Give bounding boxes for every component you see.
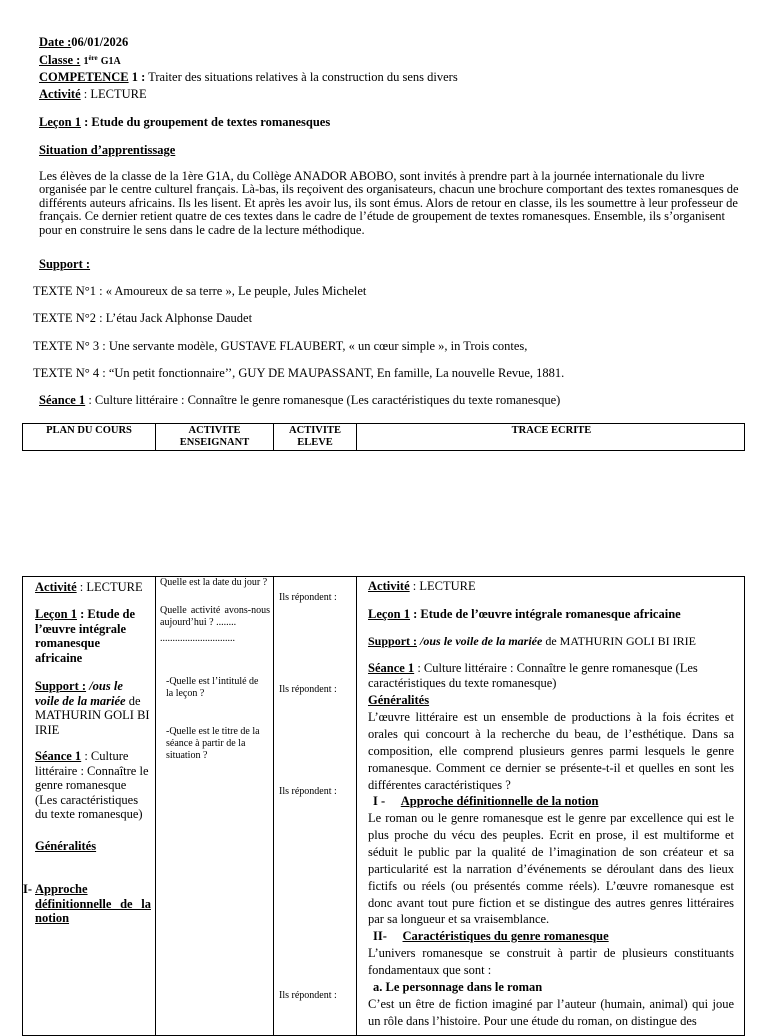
texte-4: TEXTE N° 4 : “Un petit fonctionnaire’’, GUY DE MAUPASSANT, En famille, La nouvelle Revue, 1881. bbox=[33, 366, 565, 380]
trace-activite-label: Activité bbox=[368, 579, 410, 593]
classe-line bbox=[39, 53, 121, 68]
trace-lecon-label: Leçon 1 bbox=[368, 607, 411, 621]
trace-lecon-text: : Etude de l’œuvre intégrale romanesque africaine bbox=[410, 607, 681, 621]
plan-generalites: Généralités bbox=[35, 839, 97, 853]
date-label: Date : bbox=[39, 35, 72, 49]
plan-seance-text: : Culture littéraire : Connaître le genre romanesque (Les caractéristiques du texte romanesque) bbox=[35, 749, 149, 822]
support-label: Support : bbox=[39, 257, 91, 271]
situation-body bbox=[39, 170, 739, 237]
texte-1: TEXTE N°1 : « Amoureux de sa terre », Le peuple, Jules Michelet bbox=[33, 284, 367, 298]
header-plan-du-cours: PLAN DU COURS bbox=[23, 424, 156, 450]
competence-label: COMPETENCE bbox=[39, 70, 129, 84]
trace-s2-body: L’univers romanesque se construit à partir de plusieurs constituants fondamentaux que sont : bbox=[368, 946, 734, 977]
trace-support bbox=[368, 633, 734, 650]
classe-label: Classe : bbox=[39, 53, 81, 67]
student-r4: Ils répondent : bbox=[279, 990, 337, 1001]
teacher-q2: Quelle activité avons-nous aujourd’hui ? ........ bbox=[160, 605, 270, 628]
plan-support-rest: de MATHURIN GOLI BI IRIE bbox=[35, 693, 150, 737]
header-activite-enseignant-line1: ACTIVITE bbox=[188, 425, 241, 436]
plan-lecon-text: : Etude de l’œuvre intégrale romanesque africaine bbox=[35, 607, 136, 665]
trace-support-label: Support : bbox=[368, 634, 418, 648]
plan-seance bbox=[35, 749, 150, 822]
plan-section-num: I- bbox=[23, 882, 33, 896]
seance-line bbox=[39, 393, 560, 408]
header-activite-enseignant-line2: ENSEIGNANT bbox=[179, 437, 250, 448]
trace-s1-body: Le roman ou le genre romanesque est le genre par excellence qui est le plus proche du vécu des peuples. Ecrit en prose, il est multiforme et séduit le public par la qualité de l’imagination de son créateur et sa particularité est la narration d’événements se déroulant dans des lieux fictifs ou réels (ou présentés comme réels). L’œuvre romanesque est donc avant tout pure fiction et se distingue des autres genres littéraires par sa longueur et sa vraisemblance. bbox=[368, 811, 734, 927]
trace-seance-text: : Culture littéraire : Connaître le genre romanesque (Les caractéristiques du texte romanesque) bbox=[368, 661, 698, 690]
plan-activite bbox=[35, 580, 150, 595]
plan-table-header bbox=[22, 423, 745, 451]
trace-seance-label: Séance 1 bbox=[368, 661, 415, 675]
classe-value: G1A bbox=[100, 56, 121, 67]
lesson-table bbox=[22, 576, 745, 1036]
classe-sup: ère bbox=[88, 54, 98, 62]
activite-label: Activité bbox=[39, 87, 81, 101]
lecon-line bbox=[39, 115, 330, 130]
header-activite-eleve-line1: ACTIVITE bbox=[289, 425, 341, 436]
plan-activite-label: Activité bbox=[35, 580, 77, 594]
plan-column bbox=[23, 577, 156, 1035]
trace-s1-title: Approche définitionnelle de la notion bbox=[400, 794, 599, 808]
plan-support bbox=[35, 679, 150, 737]
teacher-q4: -Quelle est le titre de la séance à partir de la situation ? bbox=[166, 726, 260, 761]
plan-seance-label: Séance 1 bbox=[35, 749, 82, 763]
trace-a-body: C’est un être de fiction imaginé par l’auteur (humain, animal) qui joue un rôle dans l’histoire. Pour une étude du roman, on distingue des bbox=[368, 997, 734, 1028]
lecon-text: : Etude du groupement de textes romanesques bbox=[81, 115, 331, 129]
trace-s2-heading bbox=[373, 928, 739, 945]
teacher-activity-column bbox=[156, 577, 274, 1035]
situation-text: Les élèves de la classe de la 1ère G1A, du Collège ANADOR ABOBO, sont invités à prendre part à la journée internationale du livre organisée par le centre culturel français. Là-bas, ils reçoivent des organisateurs, chacun une brochure comportant des textes romanesques de différents auteurs africains. Ils les lisent. Et après les avoir lus, ils sont émus. Alors de retour en classe, ils les soumettre à leur professeur de français. Ce dernier retient quatre de ces textes dans le cadre de l’étude de groupement de textes romanesques. Ensemble, ils s’organisent pour en construire le sens dans le cadre de la lecture méthodique. bbox=[39, 169, 739, 237]
trace-activite-text: : LECTURE bbox=[409, 579, 476, 593]
competence-num: 1 : bbox=[128, 70, 146, 84]
seance-text: : Culture littéraire : Connaître le genre romanesque (Les caractéristiques du texte romanesque) bbox=[85, 393, 561, 407]
date-value: 06/01/2026 bbox=[71, 35, 129, 49]
competence-text: Traiter des situations relatives à la construction du sens divers bbox=[145, 70, 458, 84]
lecon-label: Leçon 1 bbox=[39, 115, 82, 129]
texte-2: TEXTE N°2 : L’étau Jack Alphonse Daudet bbox=[33, 311, 253, 325]
trace-support-title: /ous le voile de la mariée bbox=[417, 634, 543, 648]
trace-generalites: Généralités bbox=[368, 693, 430, 707]
student-activity-column bbox=[274, 577, 357, 1035]
plan-support-title: /ous le voile de la mariée bbox=[35, 679, 126, 708]
plan-support-label: Support : bbox=[35, 679, 87, 693]
student-r3: Ils répondent : bbox=[279, 786, 337, 797]
header-activite-eleve-line2: ELEVE bbox=[297, 437, 333, 448]
student-r1: Ils répondent : bbox=[279, 592, 337, 603]
trace-s2-num: II- bbox=[373, 929, 387, 943]
trace-seance bbox=[368, 661, 734, 691]
seance-label: Séance 1 bbox=[39, 393, 86, 407]
trace-support-rest: de MATHURIN GOLI BI IRIE bbox=[542, 634, 696, 648]
trace-activite bbox=[368, 578, 734, 595]
classe-prefix: 1 bbox=[83, 56, 89, 67]
trace-a-title: a. Le personnage dans le roman bbox=[373, 980, 543, 994]
activite-text: : LECTURE bbox=[80, 87, 147, 101]
plan-activite-text: : LECTURE bbox=[76, 580, 143, 594]
teacher-q2-dots: .............................. bbox=[160, 633, 235, 644]
header-activite-eleve bbox=[274, 424, 357, 450]
plan-lecon bbox=[35, 607, 150, 665]
trace-s1-heading bbox=[373, 793, 739, 810]
student-r2: Ils répondent : bbox=[279, 684, 337, 695]
competence-line bbox=[39, 70, 458, 85]
trace-gen-body: L’œuvre littéraire est un ensemble de productions à la fois écrites et orales qui concourt à la recherche du beau, de l’esthétique. Dans sa composition, elle comprend plusieurs genres parmi lesquels le genre romanesque. Comment ce dernier se présente-t-il et quelles en sont les différentes caractéristiques ? bbox=[368, 710, 734, 792]
trace-s2-title: Caractéristiques du genre romanesque bbox=[402, 929, 609, 943]
texte-3: TEXTE N° 3 : Une servante modèle, GUSTAVE FLAUBERT, « un cœur simple », in Trois contes, bbox=[33, 339, 528, 353]
trace-lecon bbox=[368, 606, 734, 623]
teacher-q1: Quelle est la date du jour ? bbox=[160, 577, 268, 588]
trace-s1-num: I - bbox=[373, 794, 386, 808]
date-line bbox=[39, 35, 128, 50]
activite-line bbox=[39, 87, 147, 102]
plan-lecon-label: Leçon 1 bbox=[35, 607, 78, 621]
header-activite-enseignant bbox=[156, 424, 274, 450]
teacher-q3: -Quelle est l’intitulé de la leçon ? bbox=[166, 676, 259, 699]
situation-title: Situation d’apprentissage bbox=[39, 143, 176, 157]
plan-section-title: Approche définitionnelle de la notion bbox=[35, 882, 151, 926]
header-trace-ecrite: TRACE ECRITE bbox=[511, 425, 592, 436]
trace-ecrite-column bbox=[357, 577, 745, 1035]
